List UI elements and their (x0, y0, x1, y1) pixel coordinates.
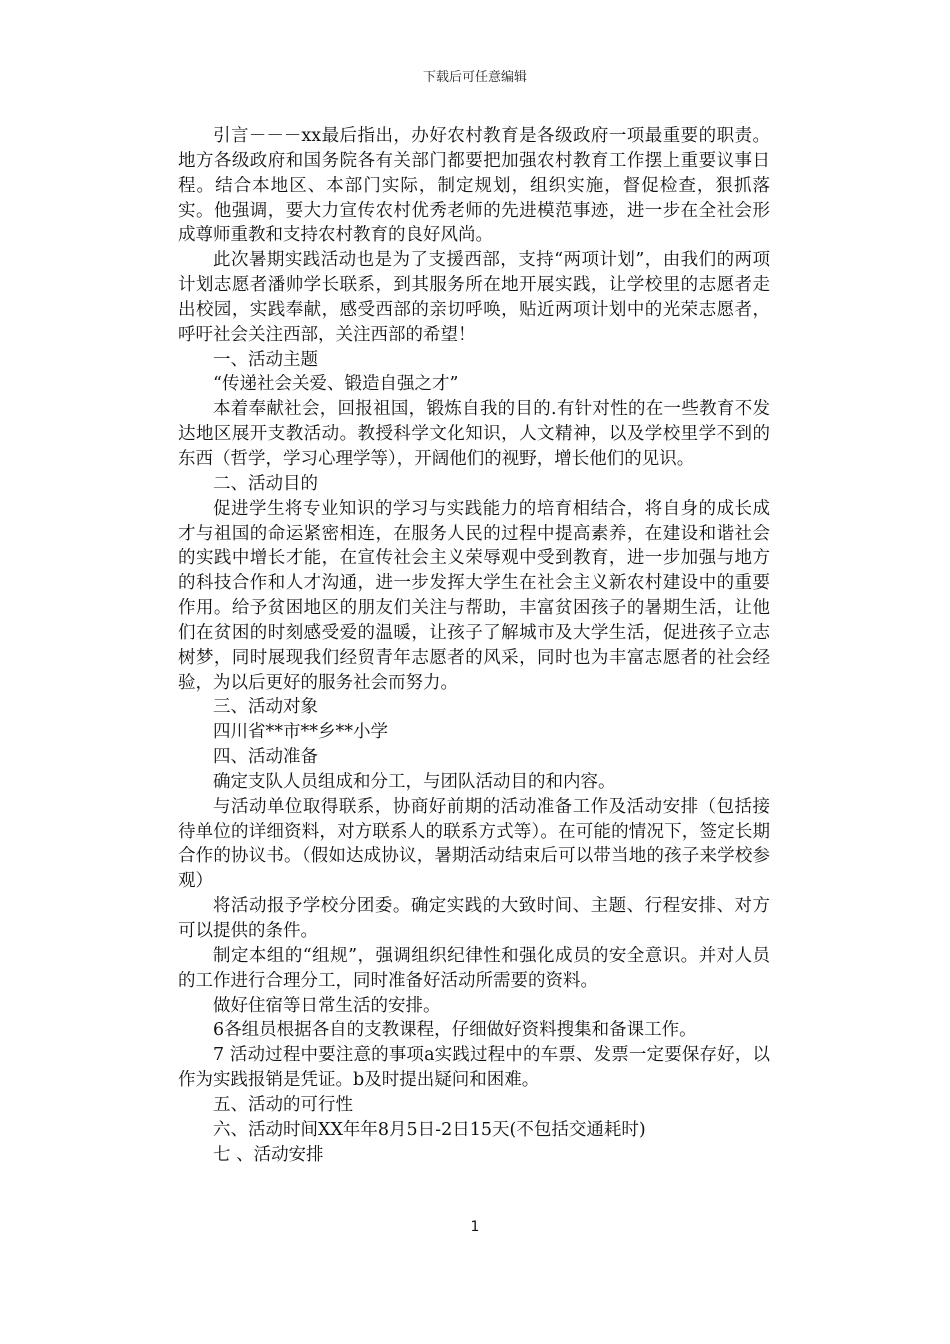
section-line: 七 、活动安排 (213, 1144, 324, 1165)
page-header: 下载后可任意编辑 (422, 70, 527, 85)
section-line: 确定支队人员组成和分工，与团队活动目的和内容。 (213, 771, 616, 792)
document-body (178, 124, 770, 1167)
section-line: “传递社会关爱、锻造自强之才” (213, 374, 459, 395)
section-line: 二、活动目的 (213, 473, 318, 494)
paragraph: 制定本组的“组规”，强调组织纪律性和强化成员的安全意识。并对人员的工作进行合理分工，同时准备好活动所需要的资料。 (178, 945, 770, 991)
paragraph: 引言－－－xx最后指出，办好农村教育是各级政府一项最重要的职责。地方各级政府和国务院各有关部门都要把加强农村教育工作摆上重要议事日程。结合本地区、本部门实际，制定规划，组织实施，督促检查，狠抓落实。他强调，要大力宣传农村优秀老师的先进模范事迹，进一步在全社会形成尊师重教和支持农村教育的良好风尚。 (178, 126, 770, 246)
section-line: 五、活动的可行性 (213, 1094, 353, 1115)
paragraph: 7 活动过程中要注意的事项a实践过程中的车票、发票一定要保存好，以作为实践报销是凭证。b及时提出疑问和困难。 (178, 1045, 770, 1091)
section-line: 6各组员根据各自的支教课程，仔细做好资料搜集和备课工作。 (213, 1020, 697, 1041)
page-number: 1 (470, 1219, 480, 1235)
section-line: 做好住宿等日常生活的安排。 (213, 995, 441, 1016)
paragraph: 促进学生将专业知识的学习与实践能力的培育相结合，将自身的成长成才与祖国的命运紧密相连，在服务人民的过程中提高素养，在建设和谐社会的实践中增长才能，在宣传社会主义荣辱观中受到教育，进一步加强与地方的科技合作和人才沟通，进一步发挥大学生在社会主义新农村建设中的重要作用。给予贫困地区的朋友们关注与帮助，丰富贫困孩子的暑期生活，让他们在贫困的时刻感受爱的温暖，让孩子了解城市及大学生活，促进孩子立志树梦，同时展现我们经贸青年志愿者的风采，同时也为丰富志愿者的社会经验，为以后更好的服务社会而努力。 (178, 498, 770, 693)
section-line: 三、活动对象 (213, 697, 318, 718)
section-line: 四、活动准备 (213, 747, 318, 768)
paragraph: 此次暑期实践活动也是为了支援西部，支持“两项计划”，由我们的两项计划志愿者潘帅学长联系，到其服务所在地开展实践，让学校里的志愿者走出校园，实践奉献，感受西部的亲切呼唤，贴近两项计划中的光荣志愿者，呼吁社会关注西部，关注西部的希望！ (178, 250, 770, 345)
section-line: 六、活动时间XX年年8月5日-2日15天(不包括交通耗时) (213, 1119, 646, 1140)
section-line: 一、活动主题 (213, 349, 318, 370)
paragraph: 将活动报予学校分团委。确定实践的大致时间、主题、行程安排、对方可以提供的条件。 (178, 896, 770, 941)
paragraph: 本着奉献社会，回报祖国，锻炼自我的目的.有针对性的在一些教育不发达地区展开支教活动。教授科学文化知识，人文精神，以及学校里学不到的东西（哲学，学习心理学等），开阔他们的视野，增长他们的见识。 (178, 399, 770, 469)
paragraph: 与活动单位取得联系，协商好前期的活动准备工作及活动安排（包括接待单位的详细资料，对方联系人的联系方式等）。在可能的情况下，签定长期合作的协议书。（假如达成协议，暑期活动结束后可以带当地的孩子来学校参观） (178, 796, 770, 892)
section-line: 四川省**市**乡**小学 (213, 722, 388, 743)
